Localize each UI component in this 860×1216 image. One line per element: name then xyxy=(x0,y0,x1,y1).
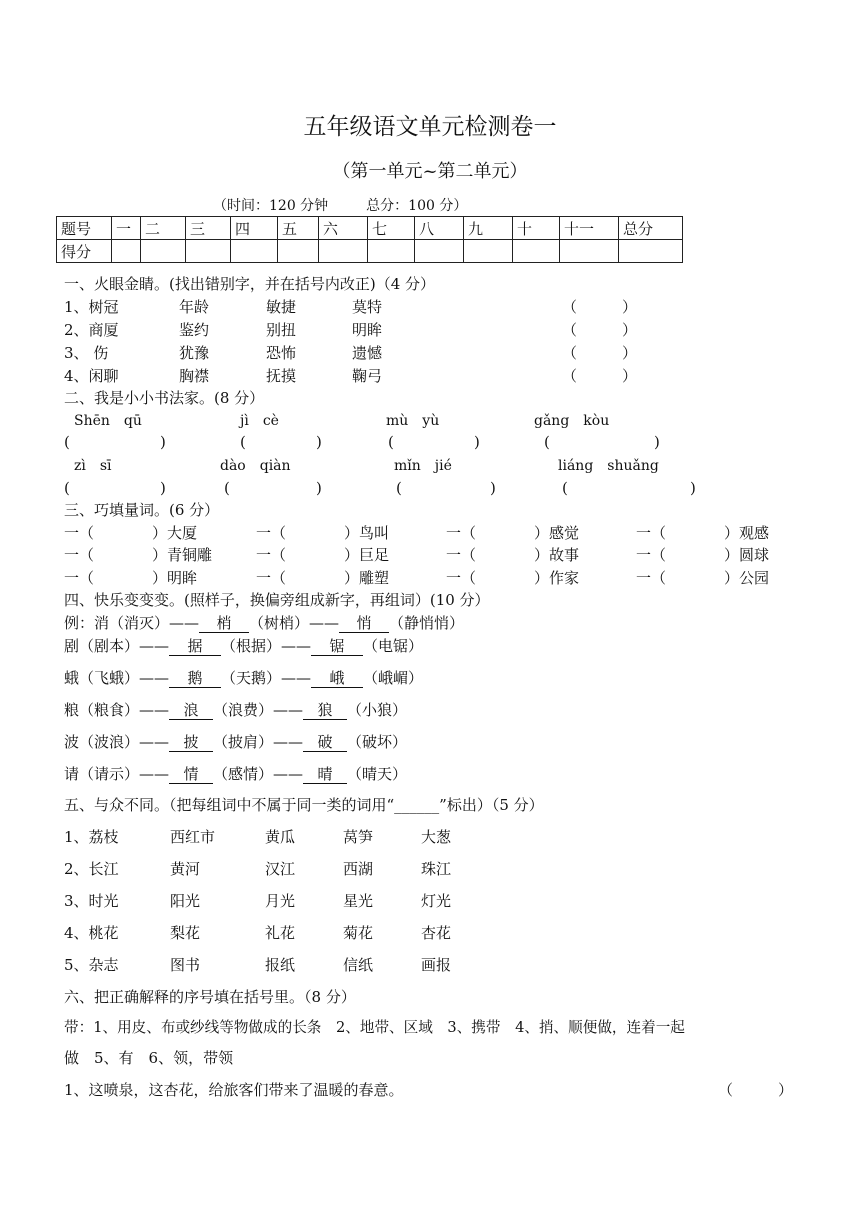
list-item: 犹豫 xyxy=(179,344,210,362)
score-cell[interactable] xyxy=(141,240,186,263)
list-item: 别扭 xyxy=(266,321,297,339)
table-cell: 三 xyxy=(186,217,231,240)
list-item[interactable]: 5、杂志 xyxy=(64,956,119,974)
list-item: 胸襟 xyxy=(179,367,210,385)
answer-paren[interactable]: （ ） xyxy=(562,344,638,362)
section-3-heading: 三、巧填量词。(6 分） xyxy=(64,501,220,519)
list-item[interactable]: 汉江 xyxy=(265,860,296,878)
list-item: 鞠弓 xyxy=(352,367,383,385)
list-item[interactable]: 西湖 xyxy=(343,860,374,878)
exam-time-info xyxy=(213,196,467,216)
table-cell: 十 xyxy=(513,217,560,240)
list-item: ）圆球 xyxy=(724,546,770,564)
row-text: 波（波浪）—— xyxy=(64,733,170,751)
list-item: 明眸 xyxy=(352,321,383,339)
answer-blank[interactable]: 梢 xyxy=(199,614,249,633)
list-item[interactable]: 梨花 xyxy=(170,924,201,942)
row-text: 粮（粮食）—— xyxy=(64,701,170,719)
table-cell: 四 xyxy=(231,217,278,240)
list-item[interactable]: 黄瓜 xyxy=(265,828,296,846)
row-text: （根据）—— xyxy=(221,637,312,655)
list-item: 2、商厦 xyxy=(64,321,119,339)
answer-paren[interactable]: （ ） xyxy=(562,321,638,339)
list-item: ）作家 xyxy=(534,569,580,587)
table-cell: 七 xyxy=(368,217,415,240)
list-item[interactable]: 月光 xyxy=(265,892,296,910)
row-text: 请（请示）—— xyxy=(64,765,170,783)
list-item[interactable]: 礼花 xyxy=(265,924,296,942)
score-cell[interactable] xyxy=(464,240,513,263)
answer-blank[interactable]: 锯 xyxy=(311,637,363,656)
table-cell: 总分 xyxy=(619,217,683,240)
measure-prefix[interactable]: 一（ xyxy=(64,569,95,587)
list-item: 抚摸 xyxy=(266,367,297,385)
answer-paren-close: ) xyxy=(690,479,696,497)
answer-paren[interactable]: ( xyxy=(64,479,70,497)
measure-prefix[interactable]: 一（ xyxy=(256,569,287,587)
answer-paren-close: ) xyxy=(160,479,166,497)
exam-time: （时间：120 分钟 xyxy=(213,198,329,214)
list-item: 鉴约 xyxy=(179,321,210,339)
score-cell[interactable] xyxy=(112,240,141,263)
list-item[interactable]: 阳光 xyxy=(170,892,201,910)
example-text: （树梢）—— xyxy=(249,614,340,632)
answer-paren[interactable]: ( xyxy=(240,433,246,451)
table-cell: 一 xyxy=(112,217,141,240)
row-text: （感情）—— xyxy=(213,765,304,783)
list-item: 3、 伤 xyxy=(64,344,109,362)
answer-paren[interactable]: （ ） xyxy=(718,1081,794,1099)
page-subtitle: （第一单元~第二单元） xyxy=(332,161,528,182)
measure-prefix[interactable]: 一（ xyxy=(446,569,477,587)
measure-prefix[interactable]: 一（ xyxy=(636,546,667,564)
list-item[interactable]: 珠江 xyxy=(421,860,452,878)
measure-prefix[interactable]: 一（ xyxy=(636,569,667,587)
list-item[interactable]: 杏花 xyxy=(421,924,452,942)
pinyin: mù yù xyxy=(386,413,440,429)
row-text: （小狼） xyxy=(347,701,408,719)
pinyin: dào qiàn xyxy=(220,458,291,474)
row-text: （电锯） xyxy=(363,637,424,655)
list-item: ）明眸 xyxy=(152,569,198,587)
row-text: （晴天） xyxy=(347,765,408,783)
answer-blank[interactable]: 破 xyxy=(303,733,347,752)
table-cell: 题号 xyxy=(57,217,112,240)
measure-prefix[interactable]: 一（ xyxy=(636,524,667,542)
answer-paren-close: ) xyxy=(654,433,660,451)
list-item: 1、树冠 xyxy=(64,298,119,316)
list-item: ）大厦 xyxy=(152,524,198,542)
list-item xyxy=(64,668,423,688)
list-item[interactable]: 灯光 xyxy=(421,892,452,910)
list-item[interactable]: 1、荔枝 xyxy=(64,828,119,846)
answer-blank[interactable]: 晴 xyxy=(303,765,347,784)
score-cell[interactable] xyxy=(319,240,368,263)
list-item xyxy=(64,636,423,656)
list-item: ）雕塑 xyxy=(344,569,390,587)
answer-blank[interactable]: 据 xyxy=(169,637,221,656)
list-item: 4、闲聊 xyxy=(64,367,119,385)
answer-paren-close: ) xyxy=(160,433,166,451)
list-item[interactable]: 西红市 xyxy=(170,828,216,846)
score-cell[interactable] xyxy=(560,240,619,263)
score-cell[interactable] xyxy=(415,240,464,263)
question-text: 1、这喷泉，这杏花，给旅客们带来了温暖的春意。 xyxy=(64,1081,404,1099)
row-text: （天鹅）—— xyxy=(221,669,312,687)
answer-paren-close: ) xyxy=(490,479,496,497)
measure-prefix[interactable]: 一（ xyxy=(256,524,287,542)
answer-paren[interactable]: ( xyxy=(64,433,70,451)
list-item[interactable]: 报纸 xyxy=(265,956,296,974)
row-text: 蛾（飞蛾）—— xyxy=(64,669,170,687)
list-item: 遗憾 xyxy=(352,344,383,362)
list-item[interactable]: 莴笋 xyxy=(343,828,374,846)
row-text: （浪费）—— xyxy=(213,701,304,719)
section-1-heading: 一、火眼金睛。(找出错别字，并在括号内改正)（4 分） xyxy=(64,275,436,293)
answer-paren[interactable]: ( xyxy=(388,433,394,451)
list-item xyxy=(64,764,407,784)
list-item: 敏捷 xyxy=(266,298,297,316)
measure-prefix[interactable]: 一（ xyxy=(64,546,95,564)
answer-paren[interactable]: ( xyxy=(544,433,550,451)
answer-blank[interactable]: 峨 xyxy=(311,669,363,688)
answer-paren-close: ) xyxy=(316,479,322,497)
list-item[interactable]: 2、长江 xyxy=(64,860,119,878)
pinyin: gǎng kòu xyxy=(534,413,610,429)
list-item: ）故事 xyxy=(534,546,580,564)
list-item: ）感觉 xyxy=(534,524,580,542)
list-item xyxy=(64,732,407,752)
table-cell: 九 xyxy=(464,217,513,240)
section-6-heading: 六、把正确解释的序号填在括号里。（8 分） xyxy=(64,988,356,1006)
list-item[interactable]: 画报 xyxy=(421,956,452,974)
score-cell[interactable] xyxy=(619,240,683,263)
list-item[interactable]: 4、桃花 xyxy=(64,924,119,942)
table-cell: 五 xyxy=(278,217,319,240)
row-text: （峨嵋） xyxy=(363,669,424,687)
row-text: （破坏） xyxy=(347,733,408,751)
score-table xyxy=(56,216,683,263)
list-item[interactable]: 信纸 xyxy=(343,956,374,974)
section-5-heading: 五、与众不同。（把每组词中不属于同一类的词用“______”标出）（5 分） xyxy=(64,796,544,814)
section-2-heading: 二、我是小小书法家。(8 分） xyxy=(64,389,265,407)
answer-paren[interactable]: ( xyxy=(562,479,568,497)
section-4-heading: 四、快乐变变变。(照样子，换偏旁组成新字，再组词）(10 分） xyxy=(64,591,490,609)
list-item: 恐怖 xyxy=(266,344,297,362)
score-cell[interactable] xyxy=(278,240,319,263)
answer-paren-close: ) xyxy=(474,433,480,451)
score-cell[interactable] xyxy=(231,240,278,263)
answer-paren[interactable]: （ ） xyxy=(562,298,638,316)
list-item: ）公园 xyxy=(724,569,770,587)
answer-blank[interactable]: 鹅 xyxy=(169,669,221,688)
list-item: ）青铜雕 xyxy=(152,546,213,564)
measure-prefix[interactable]: 一（ xyxy=(446,524,477,542)
answer-blank[interactable]: 悄 xyxy=(339,614,389,633)
answer-paren[interactable]: ( xyxy=(224,479,230,497)
list-item: ）鸟叫 xyxy=(344,524,390,542)
table-cell: 六 xyxy=(319,217,368,240)
table-cell: 二 xyxy=(141,217,186,240)
pinyin: zì sī xyxy=(74,458,112,474)
definition-line: 做 5、有 6、领，带领 xyxy=(64,1049,234,1067)
measure-prefix[interactable]: 一（ xyxy=(64,524,95,542)
exam-total: 总分：100 分） xyxy=(366,198,468,214)
list-item: 年龄 xyxy=(179,298,210,316)
pinyin: liáng shuǎng xyxy=(558,458,659,474)
score-cell[interactable] xyxy=(513,240,560,263)
pinyin: Shēn qū xyxy=(74,413,142,429)
answer-blank[interactable]: 情 xyxy=(169,765,213,784)
answer-blank[interactable]: 披 xyxy=(169,733,213,752)
row-text: 剧（剧本）—— xyxy=(64,637,170,655)
example-text: （静悄悄） xyxy=(389,614,465,632)
answer-paren[interactable]: （ ） xyxy=(562,367,638,385)
list-item[interactable]: 黄河 xyxy=(170,860,201,878)
answer-paren[interactable]: ( xyxy=(396,479,402,497)
table-cell: 得分 xyxy=(57,240,112,263)
list-item: 莫特 xyxy=(352,298,383,316)
score-table-score-row xyxy=(57,240,683,263)
list-item[interactable]: 菊花 xyxy=(343,924,374,942)
table-cell: 十一 xyxy=(560,217,619,240)
answer-paren-close: ) xyxy=(316,433,322,451)
list-item: ）观感 xyxy=(724,524,770,542)
pinyin: jì cè xyxy=(240,413,279,429)
answer-blank[interactable]: 浪 xyxy=(169,701,213,720)
list-item[interactable]: 大葱 xyxy=(421,828,452,846)
definition-line: 带：1、用皮、布或纱线等物做成的长条 2、地带、区域 3、携带 4、捎、顺便做，连着一起 xyxy=(64,1019,685,1036)
answer-blank[interactable]: 狼 xyxy=(303,701,347,720)
table-cell: 八 xyxy=(415,217,464,240)
measure-prefix[interactable]: 一（ xyxy=(446,546,477,564)
example-text: 例：消（消灭）—— xyxy=(64,614,200,632)
list-item xyxy=(64,700,407,720)
list-item: ）巨足 xyxy=(344,546,390,564)
measure-prefix[interactable]: 一（ xyxy=(256,546,287,564)
pinyin: mǐn jié xyxy=(394,458,452,474)
score-table-header-row xyxy=(57,217,683,240)
list-item[interactable]: 星光 xyxy=(343,892,374,910)
page-title: 五年级语文单元检测卷一 xyxy=(303,114,557,140)
list-item[interactable]: 3、时光 xyxy=(64,892,119,910)
score-cell[interactable] xyxy=(186,240,231,263)
example-row xyxy=(64,613,464,633)
score-cell[interactable] xyxy=(368,240,415,263)
row-text: （披肩）—— xyxy=(213,733,304,751)
list-item[interactable]: 图书 xyxy=(170,956,201,974)
